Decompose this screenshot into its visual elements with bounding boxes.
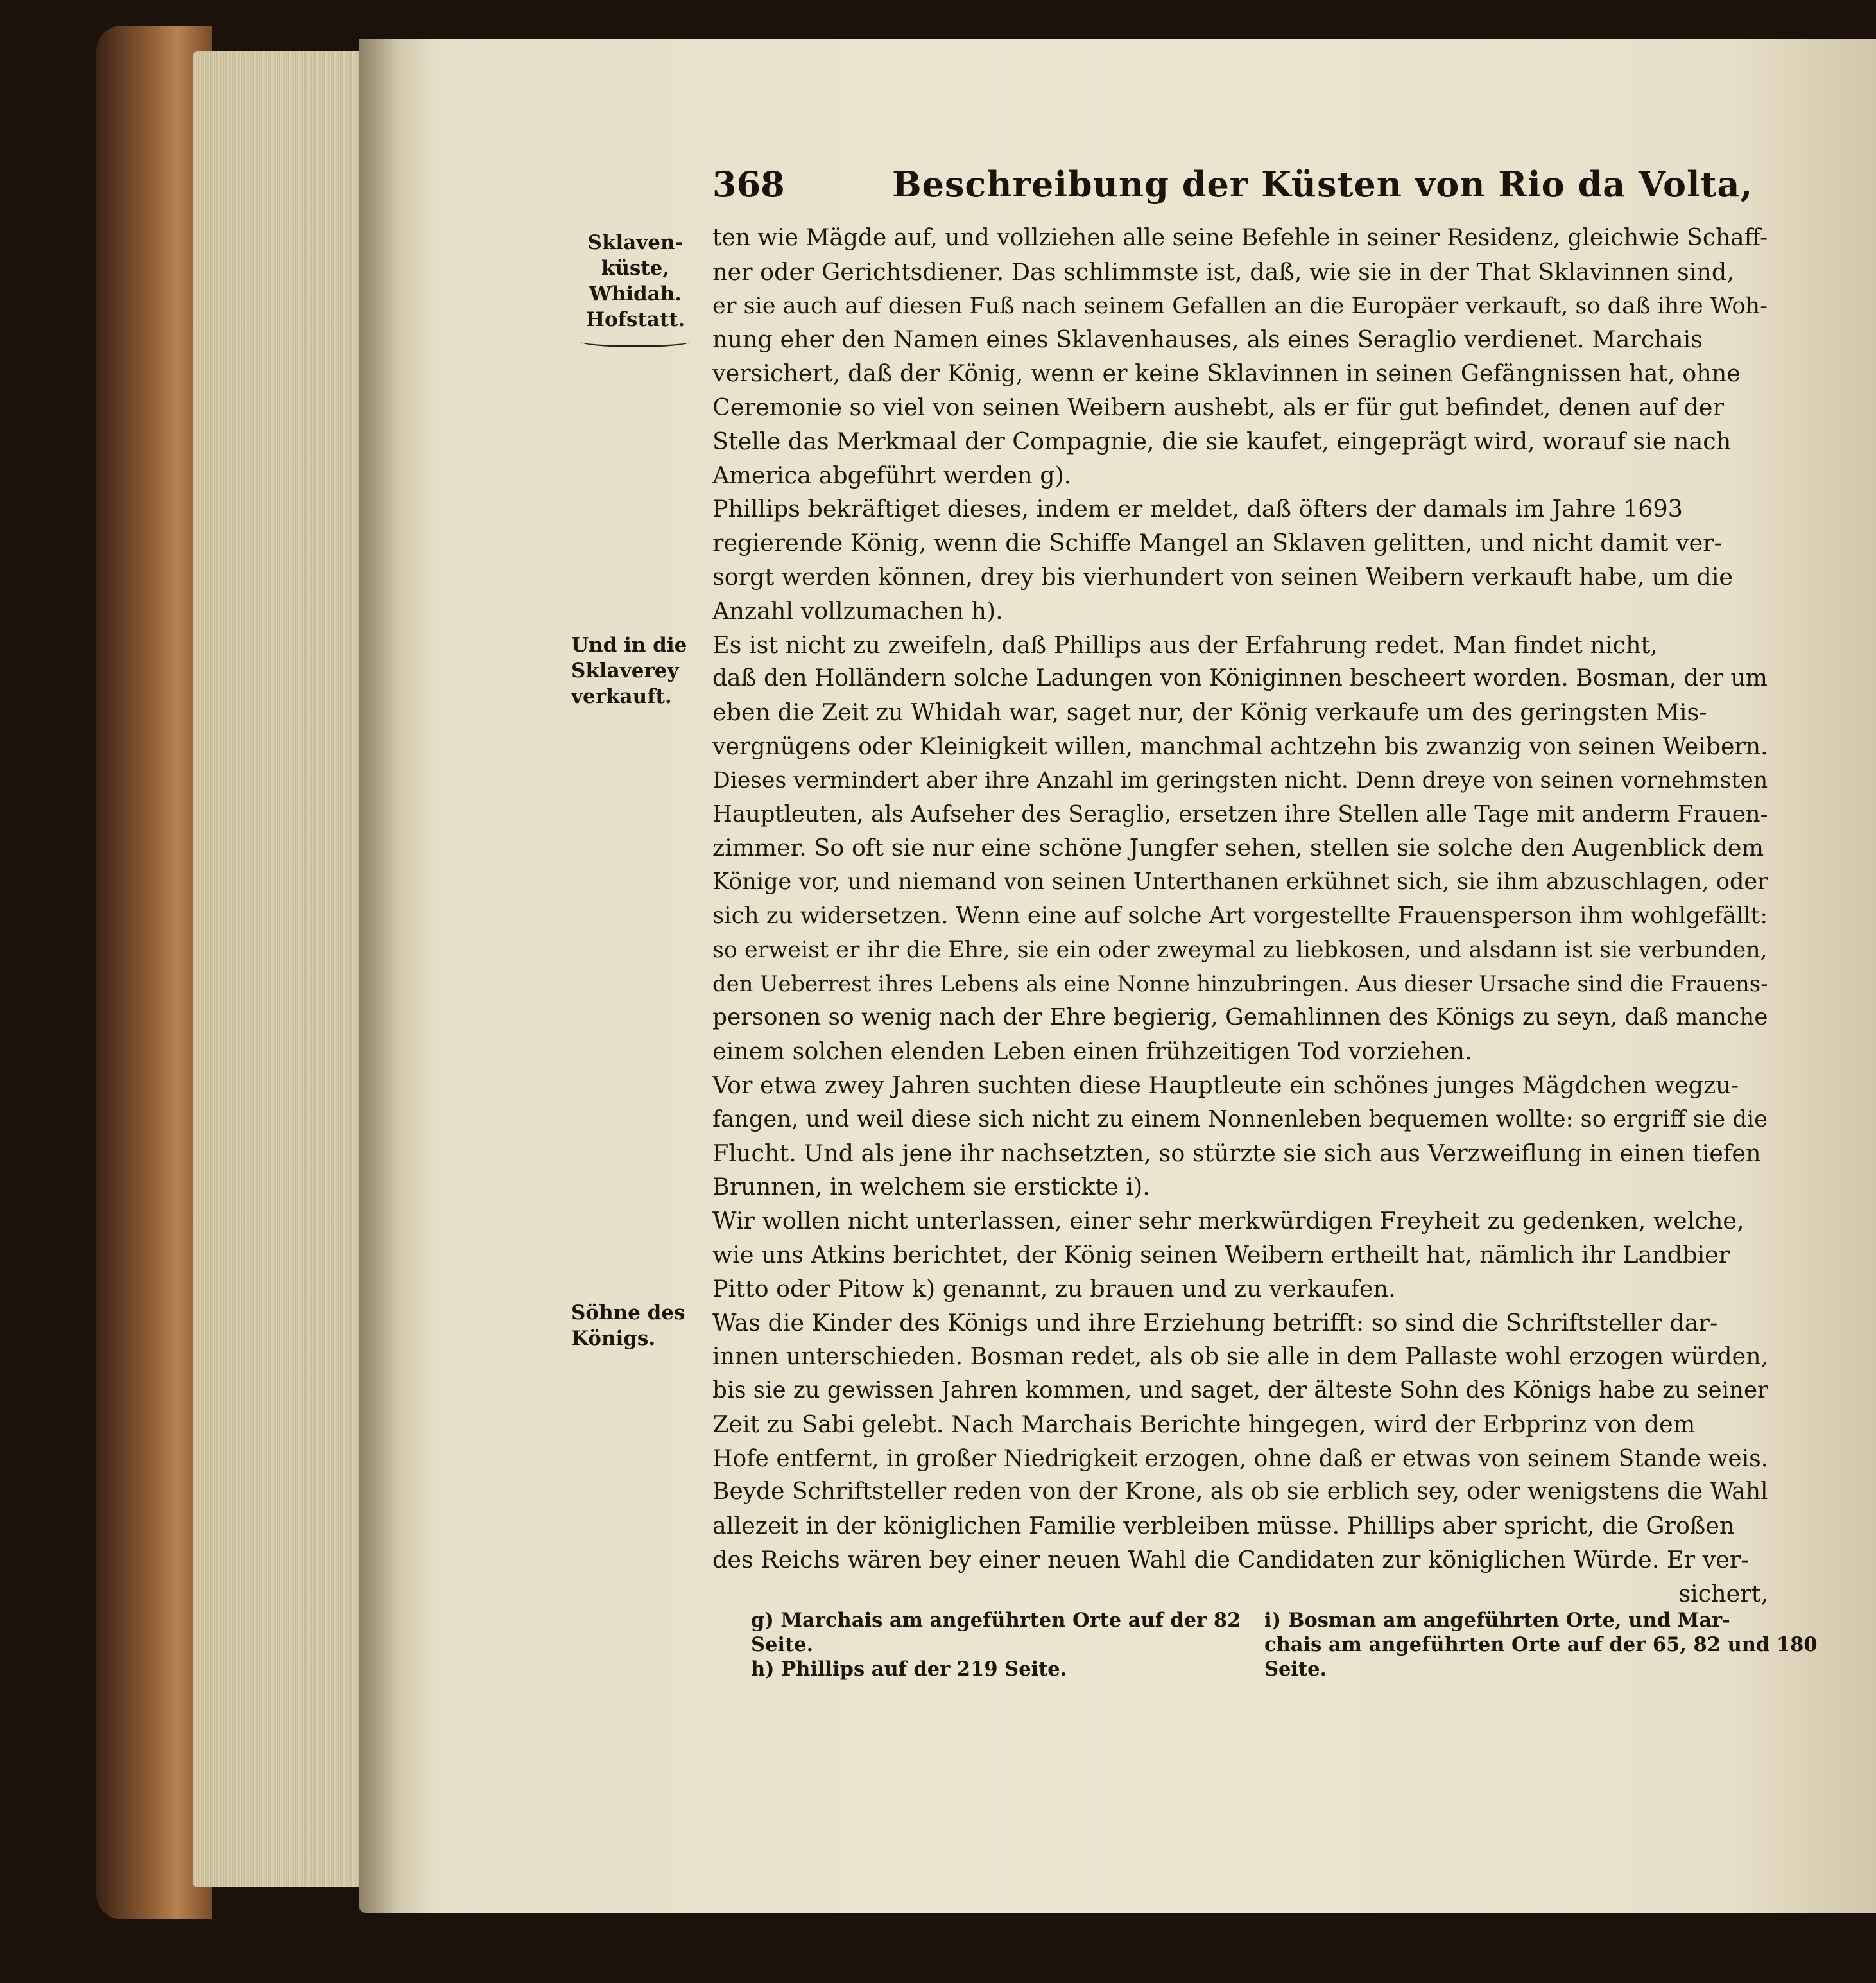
running-title: Beschreibung der Küsten von Rio da Volta, [892,164,1753,205]
body-line: zimmer. So oft sie nur eine schöne Jungfer sehen, stellen sie solche den Augenblick dem [712,834,1764,862]
margin-note-line: Hofstatt. [585,308,685,331]
body-line: sich zu widersetzen. Wenn eine auf solche Art vorgestellte Frauensperson ihm wohlgefällt: [712,902,1768,929]
body-line: personen so wenig nach der Ehre begierig, Gemahlinnen des Königs zu seyn, daß manche [712,1004,1768,1031]
body-line: Zeit zu Sabi gelebt. Nach Marchais Berichte hingegen, wird der Erbprinz von dem [712,1410,1696,1438]
footnote-line: g) Marchais am angeführten Orte auf der 82 [751,1609,1241,1632]
margin-note-line: Söhne des [571,1301,685,1324]
page-gutter-shadow [359,39,398,1913]
body-line: ner oder Gerichtsdiener. Das schlimmste ist, daß, wie sie in der That Sklavinnen sind, [712,257,1734,286]
body-line: des Reichs wären bey einer neuen Wahl die Candidaten zur königlichen Würde. Er ver- [712,1546,1749,1574]
margin-note-line: Sklaverey [571,659,679,682]
body-line: versichert, daß der König, wenn er keine Sklavinnen in seinen Gefängnissen hat, ohne [712,359,1741,388]
body-line: nung eher den Namen eines Sklavenhauses, als eines Seraglio verdienet. Marchais [712,325,1703,354]
margin-note-sklavenkueste [571,230,700,347]
body-line: fangen, und weil diese sich nicht zu einem Nonnenleben bequemen wollte: so ergriff sie die [712,1105,1768,1132]
margin-brace [581,336,690,347]
body-line: so erweist er ihr die Ehre, sie ein oder zweymal zu liebkosen, und alsdann ist sie verbunden, [712,937,1768,963]
body-line: Hauptleuten, als Aufseher des Seraglio, ersetzen ihre Stellen alle Tage mit anderm Frauen- [712,801,1768,827]
body-line: allezeit in der königlichen Familie verbleiben müsse. Phillips aber spricht, die Großen [712,1512,1735,1540]
body-line: Anzahl vollzumachen h). [712,596,1003,625]
body-line: einem solchen elenden Leben einen frühzeitigen Tod vorziehen. [712,1037,1472,1066]
footnote-line: chais am angeführten Orte auf der 65, 82 und 180 [1264,1633,1818,1656]
footnote-line: Seite. [1264,1658,1327,1681]
margin-note-line: küste, [601,257,670,280]
margin-note-soehne [571,1300,700,1351]
margin-note-line: Und in die [571,634,687,657]
margin-note-line: verkauft. [571,685,672,708]
body-line: sichert, [1678,1579,1768,1607]
body-line: Pitto oder Pitow k) genannt, zu brauen und zu verkaufen. [712,1274,1396,1303]
body-line: Beyde Schriftsteller reden von der Krone, als ob sie erblich sey, oder wenigstens die Wahl [712,1478,1768,1505]
body-line: wie uns Atkins berichtet, der König seinen Weibern ertheilt hat, nämlich ihr Landbier [712,1240,1730,1269]
page-edges [193,51,372,1887]
body-line: ten wie Mägde auf, und vollziehen alle seine Befehle in seiner Residenz, gleichwie Schaff- [712,225,1768,251]
margin-note-line: Sklaven- [587,231,684,254]
footnotes-right [1264,1608,1818,1681]
body-line: er sie auch auf diesen Fuß nach seinem Gefallen an die Europäer verkauft, so daß ihre Woh- [712,292,1768,319]
body-line: Brunnen, in welchem sie erstickte i). [712,1173,1150,1201]
body-line: eben die Zeit zu Whidah war, saget nur, der König verkaufe um des geringsten Mis- [712,698,1707,727]
body-line: bis sie zu gewissen Jahren kommen, und saget, der älteste Sohn des Königs habe zu seiner [712,1377,1768,1404]
body-line: innen unterschieden. Bosman redet, als ob sie alle in dem Pallaste wohl erzogen würden, [712,1342,1768,1371]
body-line: Hofe entfernt, in großer Niedrigkeit erzogen, ohne daß er etwas von seinem Stande weis. [712,1444,1768,1472]
body-text [712,221,1768,1611]
body-line: Phillips bekräftiget dieses, indem er meldet, daß öfters der damals im Jahre 1693 [712,495,1683,523]
body-line: Vor etwa zwey Jahren suchten diese Hauptleute ein schönes junges Mägdchen wegzu- [712,1071,1739,1099]
body-line: Könige vor, und niemand von seinen Unterthanen erkühnet sich, sie ihm abzuschlagen, oder [712,869,1768,896]
page-number: 368 [712,164,785,205]
footnote-line: Seite. [751,1633,814,1656]
body-line: Wir wollen nicht unterlassen, einer sehr merkwürdigen Freyheit zu gedenken, welche, [712,1207,1744,1235]
body-line: Es ist nicht zu zweifeln, daß Phillips aus der Erfahrung redet. Man findet nicht, [712,630,1658,659]
body-line: vergnügens oder Kleinigkeit willen, manchmal achtzehn bis zwanzig von seinen Weibern. [712,732,1768,760]
body-line: regierende König, wenn die Schiffe Mangel an Sklaven gelitten, und nicht damit ver- [712,529,1722,557]
body-line: America abgeführt werden g). [712,461,1072,489]
body-line: Stelle das Merkmaal der Compagnie, die sie kaufet, eingeprägt wird, worauf sie nach [712,427,1732,455]
body-line: Dieses vermindert aber ihre Anzahl im geringsten nicht. Denn dreye von seinen vornehmsten [712,767,1768,793]
margin-note-sklaverey [571,632,700,709]
body-line: Ceremonie so viel von seinen Weibern aushebt, als er für gut befindet, denen auf der [712,393,1724,421]
margin-note-line: Königs. [571,1327,656,1350]
page-header [712,164,1765,215]
margin-note-line: Whidah. [589,282,682,306]
body-line: den Ueberrest ihres Lebens als eine Nonne hinzubringen. Aus dieser Ursache sind die Frauens- [712,971,1768,996]
body-line: Flucht. Und als jene ihr nachsetzten, so stürzte sie sich aus Verzweiflung in einen tiefen [712,1139,1761,1167]
footnote-line: i) Bosman am angeführten Orte, und Mar- [1264,1609,1730,1632]
body-line: sorgt werden können, drey bis vierhundert von seinen Weibern verkauft habe, um die [712,562,1734,591]
footnote-line: h) Phillips auf der 219 Seite. [751,1658,1067,1681]
body-line: Was die Kinder des Königs und ihre Erziehung betrifft: so sind die Schriftsteller dar- [712,1308,1718,1337]
footnotes-left [751,1608,1252,1681]
body-line: daß den Holländern solche Ladungen von Königinnen bescheert worden. Bosman, der um [712,665,1768,692]
